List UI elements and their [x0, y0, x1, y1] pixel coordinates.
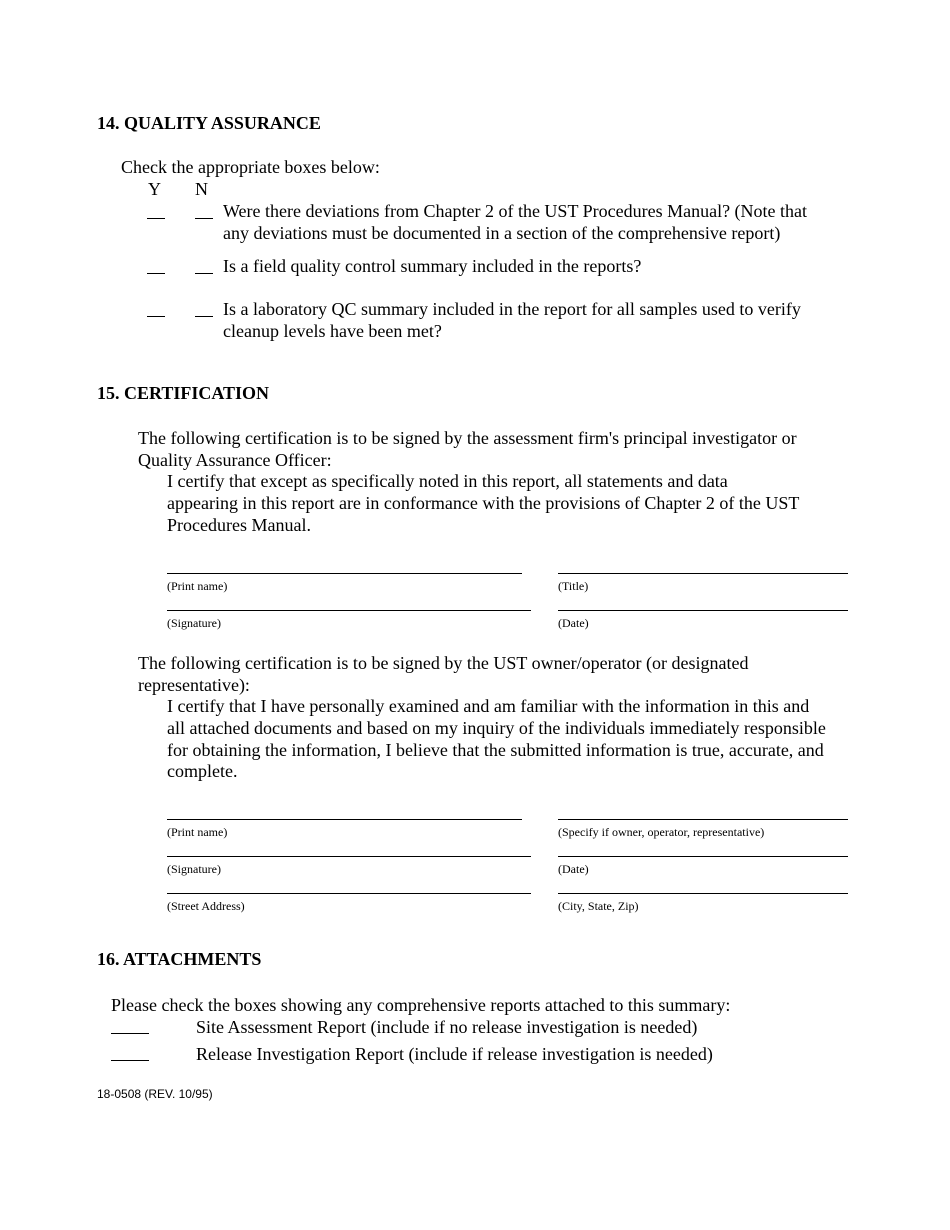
cert1-statement-line2: appearing in this report are in conformance with the provisions of Chapter 2 of the UST [167, 493, 800, 513]
q3-yes-blank[interactable] [147, 316, 165, 317]
q2-no-blank[interactable] [195, 273, 213, 274]
attachments-instruction: Please check the boxes showing any comprehensive reports attached to this summary: [111, 995, 731, 1015]
section-15-heading: 15. CERTIFICATION [97, 383, 270, 403]
signature-label: (Signature) [167, 616, 221, 630]
q2-text-line1: Is a field quality control summary included in the reports? [223, 256, 642, 276]
cert1-statement-line3: Procedures Manual. [167, 515, 311, 535]
owner-signature-line[interactable] [167, 856, 531, 857]
cert2-statement-line2: all attached documents and based on my inquiry of the individuals immediately responsible [167, 718, 826, 738]
owner-specify-label: (Specify if owner, operator, representative) [558, 825, 765, 839]
street-address-label: (Street Address) [167, 899, 245, 913]
release-investigation-item: Release Investigation Report (include if release investigation is needed) [196, 1044, 713, 1064]
q3-no-blank[interactable] [195, 316, 213, 317]
q1-yes-blank[interactable] [147, 218, 165, 219]
city-state-zip-label: (City, State, Zip) [558, 899, 639, 913]
cert1-intro-line1: The following certification is to be signed by the assessment firm's principal investigator or [138, 428, 797, 448]
city-state-zip-line[interactable] [558, 893, 848, 894]
q1-no-blank[interactable] [195, 218, 213, 219]
print-name-label: (Print name) [167, 579, 228, 593]
cert2-intro-line2: representative): [138, 675, 250, 695]
q2-yes-blank[interactable] [147, 273, 165, 274]
print-name-line[interactable] [167, 573, 522, 574]
q3-text-line1: Is a laboratory QC summary included in the report for all samples used to verify [223, 299, 801, 319]
section-16-heading: 16. ATTACHMENTS [97, 949, 262, 969]
owner-print-name-line[interactable] [167, 819, 522, 820]
site-assessment-item: Site Assessment Report (include if no release investigation is needed) [196, 1017, 698, 1037]
owner-specify-line[interactable] [558, 819, 848, 820]
cert1-statement-line1: I certify that except as specifically noted in this report, all statements and data [167, 471, 728, 491]
yes-column-header: Y [148, 179, 161, 199]
title-line[interactable] [558, 573, 848, 574]
no-column-header: N [195, 179, 208, 199]
owner-date-label: (Date) [558, 862, 589, 876]
q1-text-line2: any deviations must be documented in a section of the comprehensive report) [223, 223, 781, 243]
cert2-intro-line1: The following certification is to be signed by the UST owner/operator (or designated [138, 653, 749, 673]
form-number: 18-0508 (REV. 10/95) [97, 1087, 213, 1101]
cert2-statement-line4: complete. [167, 761, 238, 781]
street-address-line[interactable] [167, 893, 531, 894]
title-label: (Title) [558, 579, 589, 593]
site-assessment-blank[interactable] [111, 1033, 149, 1034]
section-14-heading: 14. QUALITY ASSURANCE [97, 113, 321, 133]
owner-date-line[interactable] [558, 856, 848, 857]
qa-instruction: Check the appropriate boxes below: [121, 157, 380, 177]
date-line[interactable] [558, 610, 848, 611]
owner-signature-label: (Signature) [167, 862, 221, 876]
cert1-intro-line2: Quality Assurance Officer: [138, 450, 332, 470]
date-label: (Date) [558, 616, 589, 630]
signature-line[interactable] [167, 610, 531, 611]
release-investigation-blank[interactable] [111, 1060, 149, 1061]
q3-text-line2: cleanup levels have been met? [223, 321, 442, 341]
q1-text-line1: Were there deviations from Chapter 2 of the UST Procedures Manual? (Note that [223, 201, 808, 221]
cert2-statement-line1: I certify that I have personally examined and am familiar with the information in this and [167, 696, 810, 716]
owner-print-name-label: (Print name) [167, 825, 228, 839]
cert2-statement-line3: for obtaining the information, I believe that the submitted information is true, accurate, and [167, 740, 824, 760]
